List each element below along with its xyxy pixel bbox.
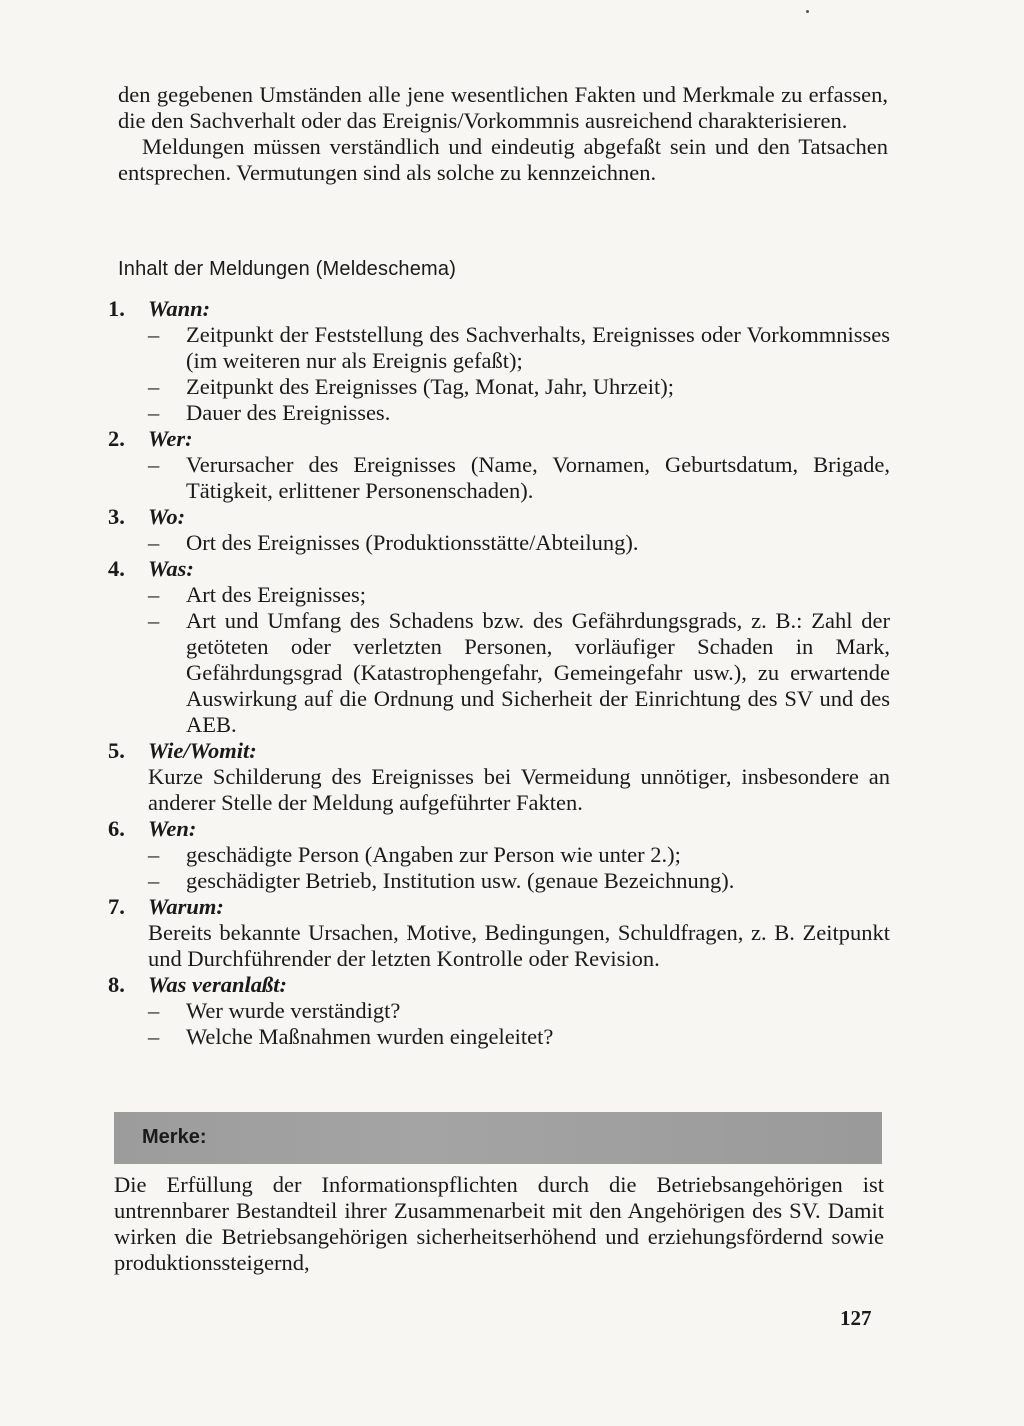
schema-item bbox=[108, 556, 890, 738]
dash-marker: – bbox=[148, 1024, 160, 1049]
intro-paragraph-1: den gegebenen Umständen alle jene wesentlichen Fakten und Merkmale zu erfassen, die den Sachverhalt oder das Ereignis/Vorkommnis ausreichend charakterisieren. bbox=[118, 82, 888, 133]
schema-item-body bbox=[148, 894, 890, 972]
schema-bullet bbox=[148, 400, 890, 426]
schema-bullet-text: Zeitpunkt der Feststellung des Sachverhalts, Ereignisses oder Vorkommnisses (im weiteren nur als Ereignis gefaßt); bbox=[186, 322, 890, 373]
schema-bullet bbox=[148, 374, 890, 400]
merke-banner bbox=[114, 1112, 882, 1164]
schema-item bbox=[108, 426, 890, 504]
schema-bullet bbox=[148, 582, 890, 608]
schema-bullet bbox=[148, 322, 890, 374]
dash-marker: – bbox=[148, 452, 160, 477]
schema-bullet bbox=[148, 998, 890, 1024]
schema-bullet bbox=[148, 868, 890, 894]
schema-item bbox=[108, 972, 890, 1050]
schema-bullet-text: Dauer des Ereignisses. bbox=[186, 400, 391, 425]
schema-bullet-text: Art des Ereignisses; bbox=[186, 582, 366, 607]
schema-item-text: Bereits bekannte Ursachen, Motive, Bedingungen, Schuldfragen, z. B. Zeitpunkt und Durchführender der letzten Kontrolle oder Revision. bbox=[148, 920, 890, 971]
schema-item-body bbox=[148, 738, 890, 816]
intro-block bbox=[118, 82, 888, 186]
schema-item-body bbox=[148, 504, 890, 556]
schema-item-title: Warum: bbox=[148, 894, 224, 919]
schema-bullet-text: Art und Umfang des Schadens bzw. des Gefährdungsgrads, z. B.: Zahl der getöteten oder verletzten Personen, vorläufiger Schaden in Mark, Gefährdungsgrad (Katastrophengefahr, Gemeingefahr usw.), zu erwartende Auswirkung auf die Ordnung und Sicherheit der Einrichtung des SV und des AEB. bbox=[186, 608, 890, 737]
schema-item-title: Wie/Womit: bbox=[148, 738, 257, 763]
schema-item-number: 2. bbox=[108, 426, 125, 451]
schema-bullet-text: Wer wurde verständigt? bbox=[186, 998, 401, 1023]
dash-marker: – bbox=[148, 868, 160, 893]
dash-marker: – bbox=[148, 608, 160, 633]
schema-bullet-text: Verursacher des Ereignisses (Name, Vornamen, Geburtsdatum, Brigade, Tätigkeit, erlittener Personenschaden). bbox=[186, 452, 890, 503]
intro-paragraph-2: Meldungen müssen verständlich und eindeutig abgefaßt sein und den Tatsachen entsprechen. Vermutungen sind als solche zu kennzeichnen. bbox=[118, 134, 888, 185]
schema-item-body bbox=[148, 556, 890, 738]
dash-marker: – bbox=[148, 374, 160, 399]
schema-bullet-text: geschädigter Betrieb, Institution usw. (genaue Bezeichnung). bbox=[186, 868, 735, 893]
schema-item-number: 3. bbox=[108, 504, 125, 529]
schema-bullet-text: Welche Maßnahmen wurden eingeleitet? bbox=[186, 1024, 554, 1049]
schema-bullet-text: geschädigte Person (Angaben zur Person wie unter 2.); bbox=[186, 842, 681, 867]
dash-marker: – bbox=[148, 842, 160, 867]
schema-bullet-text: Zeitpunkt des Ereignisses (Tag, Monat, Jahr, Uhrzeit); bbox=[186, 374, 675, 399]
dash-marker: – bbox=[148, 582, 160, 607]
schema-item-title: Wer: bbox=[148, 426, 193, 451]
schema-item bbox=[108, 296, 890, 426]
schema-bullet bbox=[148, 1024, 890, 1050]
page-number: 127 bbox=[840, 1306, 872, 1330]
schema-item bbox=[108, 816, 890, 894]
merke-label: Merke: bbox=[142, 1126, 207, 1148]
section-heading: Inhalt der Meldungen (Meldeschema) bbox=[118, 258, 457, 280]
schema-item-number: 6. bbox=[108, 816, 125, 841]
closing-paragraph: Die Erfüllung der Informationspflichten durch die Betriebsangehörigen ist untrennbarer Bestandteil ihrer Zusammenarbeit mit den Angehörigen des SV. Damit wirken die Betriebsangehörigen sicherheitserhöhend und erziehungsfördernd sowie produktionssteigernd, bbox=[114, 1172, 884, 1275]
schema-bullet bbox=[148, 842, 890, 868]
schema-item-body bbox=[148, 296, 890, 426]
dash-marker: – bbox=[148, 400, 160, 425]
schema-bullet bbox=[148, 452, 890, 504]
schema-item-title: Was veranlaßt: bbox=[148, 972, 287, 997]
schema-item-number: 5. bbox=[108, 738, 125, 763]
schema-item-title: Wann: bbox=[148, 296, 211, 321]
dash-marker: – bbox=[148, 998, 160, 1023]
dash-marker: – bbox=[148, 322, 160, 347]
schema-item-text: Kurze Schilderung des Ereignisses bei Vermeidung unnötiger, insbesondere an anderer Stelle der Meldung aufgeführter Fakten. bbox=[148, 764, 890, 815]
schema-item-body bbox=[148, 972, 890, 1050]
schema-bullet bbox=[148, 608, 890, 738]
schema-item-title: Wo: bbox=[148, 504, 186, 529]
schema-item-number: 1. bbox=[108, 296, 125, 321]
schema-item bbox=[108, 504, 890, 556]
scan-speck bbox=[806, 10, 809, 13]
schema-item-number: 4. bbox=[108, 556, 125, 581]
schema-item-number: 7. bbox=[108, 894, 125, 919]
meldeschema-list bbox=[108, 296, 890, 1050]
schema-item-number: 8. bbox=[108, 972, 125, 997]
schema-item-body bbox=[148, 426, 890, 504]
schema-item bbox=[108, 738, 890, 816]
schema-bullet bbox=[148, 530, 890, 556]
schema-item-title: Wen: bbox=[148, 816, 197, 841]
schema-item-body bbox=[148, 816, 890, 894]
dash-marker: – bbox=[148, 530, 160, 555]
schema-bullet-text: Ort des Ereignisses (Produktionsstätte/Abteilung). bbox=[186, 530, 639, 555]
schema-item-title: Was: bbox=[148, 556, 194, 581]
schema-item bbox=[108, 894, 890, 972]
